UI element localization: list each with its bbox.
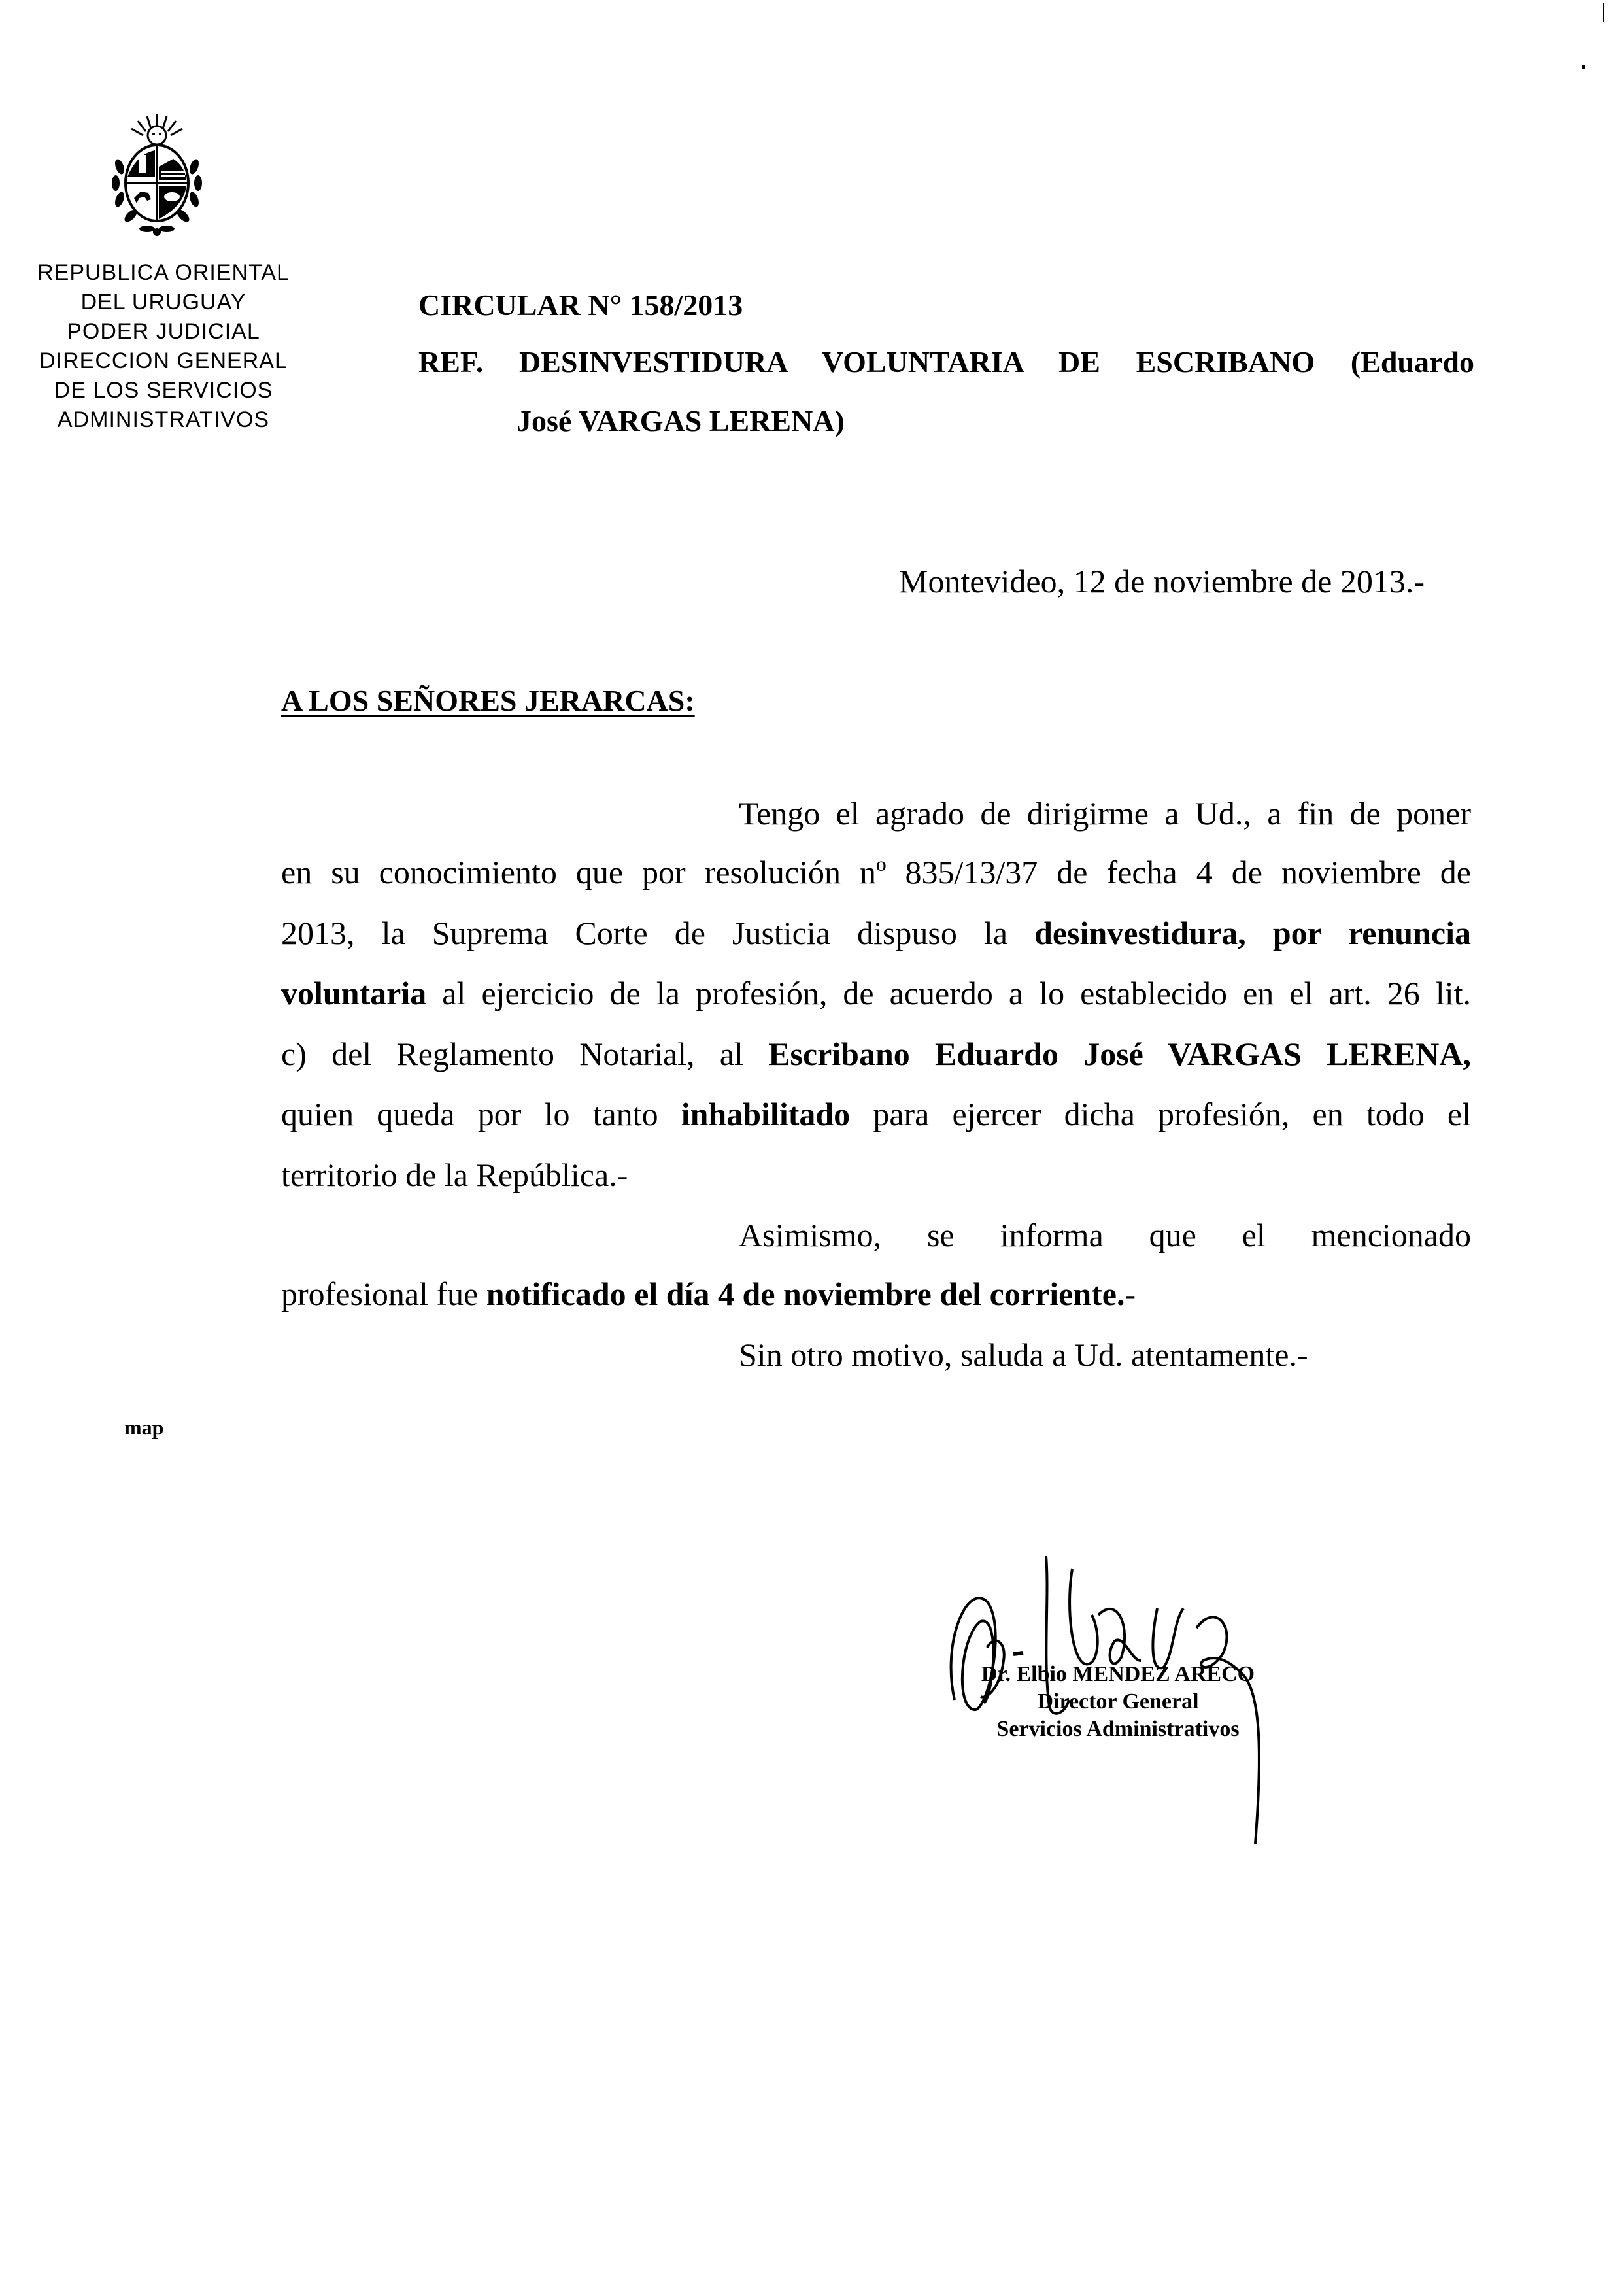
letterhead <box>26 258 301 435</box>
uruguay-coat-of-arms-icon <box>101 114 212 239</box>
body-line <box>281 1275 1136 1313</box>
body-line <box>281 1035 1471 1073</box>
signature-block <box>948 1661 1288 1743</box>
letterhead-line: DE LOS SERVICIOS <box>54 378 273 403</box>
reference-line: REF. DESINVESTIDURA VOLUNTARIA DE ESCRIBANO (Eduardo <box>418 345 1474 379</box>
letterhead-line: DIRECCION GENERAL <box>39 348 288 373</box>
letterhead-line: REPUBLICA ORIENTAL <box>37 260 290 285</box>
salutation: A LOS SEÑORES JERARCAS: <box>281 684 695 717</box>
body-text-bold: Escribano Eduardo José VARGAS LERENA, <box>768 1036 1471 1072</box>
body-text-bold: notificado el día 4 de noviembre del corriente.- <box>486 1276 1136 1312</box>
body-text: c) del Reglamento Notarial, al <box>281 1036 769 1072</box>
body-text-bold: inhabilitado <box>681 1096 851 1132</box>
body-line <box>281 1095 1471 1133</box>
circular-number: CIRCULAR N° 158/2013 <box>418 288 743 322</box>
reference-line-continued: José VARGAS LERENA) <box>516 404 845 437</box>
signatory-department: Servicios Administrativos <box>996 1717 1240 1741</box>
body-text-bold: voluntaria <box>281 975 427 1011</box>
body-text: profesional fue <box>281 1276 486 1312</box>
body-line: en su conocimiento que por resolución nº 835/13/37 de fecha 4 de noviembre de <box>281 854 1471 890</box>
closing-line: Sin otro motivo, saluda a Ud. atentamente.- <box>739 1336 1308 1373</box>
body-line: territorio de la República.- <box>281 1157 628 1193</box>
letterhead-line: PODER JUDICIAL <box>67 319 260 344</box>
body-text: para ejercer dicha profesión, en todo el <box>850 1096 1471 1132</box>
body-line <box>281 974 1471 1012</box>
signatory-name: Dr. Elbio MENDEZ ARECO <box>981 1662 1255 1686</box>
body-text-bold: desinvestidura, por renuncia <box>1034 915 1471 951</box>
body-line: Asimismo, se informa que el mencionado <box>739 1217 1471 1253</box>
body-line <box>281 914 1471 952</box>
body-text: al ejercicio de la profesión, de acuerdo a lo establecido en el art. 26 lit. <box>426 975 1471 1011</box>
scan-mark <box>1603 3 1604 22</box>
body-line: Tengo el agrado de dirigirme a Ud., a fin de poner <box>739 795 1471 832</box>
typist-initials: map <box>124 1416 164 1439</box>
document-date: Montevideo, 12 de noviembre de 2013.- <box>899 563 1425 600</box>
letterhead-line: ADMINISTRATIVOS <box>57 407 270 432</box>
signatory-title: Director General <box>1037 1689 1199 1714</box>
body-text: 2013, la Suprema Corte de Justicia dispuso la <box>281 915 1035 951</box>
body-text: quien queda por lo tanto <box>281 1096 681 1132</box>
scan-mark <box>1582 65 1585 69</box>
letterhead-line: DEL URUGUAY <box>80 290 246 314</box>
